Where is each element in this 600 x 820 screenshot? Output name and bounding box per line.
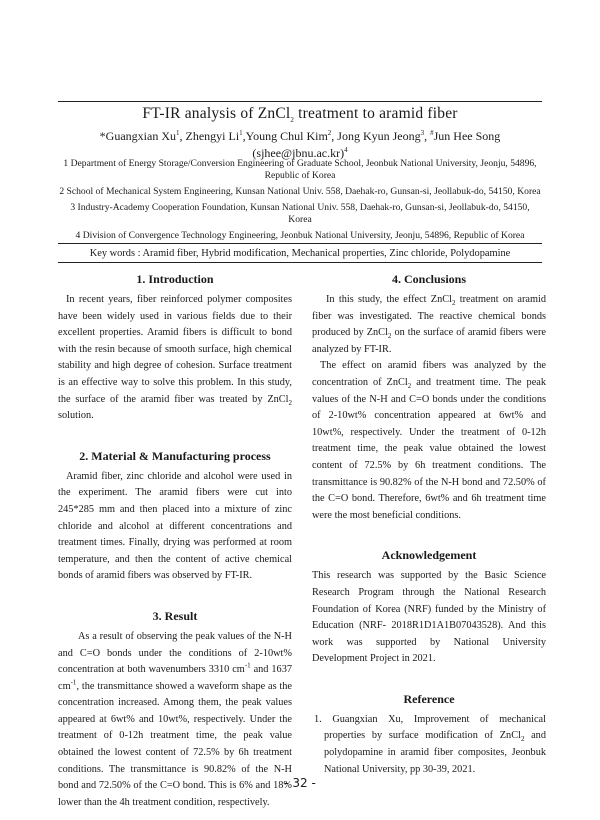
intro-subscript: 2 [288, 398, 292, 407]
acknowledgement-paragraph: This research was supported by the Basic Science Research Program through the National Research Foundation of Korea (NRF) funded by the Ministry of Education (NRF- 2018R1D1A1B07043528). And this work was supported by National University Development Project in 2021. [312, 570, 546, 665]
keywords-rule-top [58, 243, 542, 244]
keywords-rule-bottom [58, 262, 542, 263]
reference-item [312, 712, 546, 778]
right-column [312, 270, 546, 778]
author-5: Jun Hee Song [433, 129, 501, 143]
author-email: (sjhee@jbnu.ac.kr) [252, 146, 345, 160]
paper-title [58, 105, 542, 123]
result-text-b: and 1637 cm [58, 664, 292, 692]
material-paragraph: Aramid fiber, zinc chloride and alcohol were used in the experiment. The aramid fibers were cut into 245*285 mm and then placed into a mixture of zinc chloride and alcohol at different concentrations and treatment times. Finally, drying was performed at room temperature, and then the content of active chemical bonds of aramid fibers was observed by FT-IR. [58, 470, 292, 582]
affiliation-3: 3 Industry-Academy Cooperation Foundation, Kunsan National Univ. 558, Daehak-ro, Gunsan-si, Jeollabuk-do, 54150, Korea [70, 202, 530, 225]
result-sup-2: -1 [70, 678, 77, 687]
result-text-c: , the transmittance showed a waveform shape as the concentration increased. Among them, the peak values appeared at 6wt% and 10wt%, respectively. Under the treatment of 0-12h treatment time, the peak value obtained the lowest content of 72.5% by 6h treatment conditions. The transmittance is 90.82% of the N-H bond and 72.50% of the C=O bond. This is 6% and 18% lower than the 4h treatment condition, respectively. [58, 680, 292, 808]
author-email-sup: 4 [344, 146, 348, 154]
affiliations [58, 158, 542, 246]
conclusions-paragraph-1 [312, 292, 546, 358]
author-4-sup: 3 [420, 129, 425, 137]
affiliation-2: 2 School of Mechanical System Engineering, Kunsan National Univ. 558, Daehak-ro, Gunsan-si, Jeollabuk-do, 54150, Korea [59, 186, 541, 197]
keywords: Key words : Aramid fiber, Hybrid modification, Mechanical properties, Zinc chloride, Polydopamine [89, 248, 511, 259]
result-heading: 3. Result [152, 608, 198, 623]
conclusions-text-2b: and treatment time. The peak values of the N-H and C=O bonds under the conditions of 2-10wt% concentration appeared at 6wt% and 10wt%, respectively. Under the treatment of 0-12h treatment time, the peak value obtained the lowest content of 72.5% by 6h treatment conditions. The transmittance is 90.82% of the N-H bond and 72.50% of the C=O bond. Therefore, 6wt% and 6h treatment time were the most beneficial conditions. [312, 376, 546, 521]
conclusions-paragraph-2 [312, 358, 546, 524]
title-text: FT-IR analysis of ZnCl [142, 105, 291, 122]
intro-text: In recent years, fiber reinforced polymer composites have been widely used in various fields due to their excellent properties. Aramid fibers is difficult to bond with the resin because of smooth surface, high chemical stability and high degree of cohesion. Surface treatment is an effective way to solve this problem. In this study, the surface of the aramid fiber was treated by ZnCl [58, 294, 292, 405]
author-2-sup: 1 [239, 129, 243, 137]
corresponding-mark: # [430, 129, 434, 137]
affiliation-4: 4 Division of Convergence Technology Engineering, Jeonbuk National University, Jeonju, 54896, Republic of Korea [75, 230, 525, 241]
conclusions-text-1a: In this study, the effect ZnCl [326, 294, 452, 305]
title-text-end: treatment to aramid fiber [294, 105, 458, 122]
result-sup-1: -1 [244, 661, 251, 670]
reference-text-b: and polydopamine in aramid fiber composites, Jeonbuk National University, pp 30-39, 2021. [324, 730, 546, 775]
reference-heading: Reference [403, 691, 455, 706]
author-1: *Guangxian Xu [99, 129, 176, 143]
conclusions-text-1c: on the surface of aramid fibers were analyzed by FT-IR. [312, 327, 546, 355]
material-heading: 2. Material & Manufacturing process [79, 448, 271, 463]
reference-text-a: 1. Guangxian Xu, Improvement of mechanical properties by surface modification of ZnCl [314, 713, 546, 742]
author-1-sup: 1 [176, 129, 180, 137]
intro-text-end: solution. [58, 410, 94, 422]
author-4: , Jong Kyun Jeong [331, 129, 421, 143]
acknowledgement-heading: Acknowledgement [381, 548, 477, 563]
intro-paragraph [58, 292, 292, 425]
title-subscript: 2 [290, 116, 295, 125]
reference-subscript: 2 [520, 735, 525, 744]
left-column [58, 270, 292, 811]
intro-heading: 1. Introduction [136, 272, 214, 286]
conclusions-sub-1: 2 [451, 299, 456, 308]
author-list: *Guangxian Xu$^1$, Zhengyi Li$^1$,Young Chul Kim$^2$, Jong Kyun Jeong$^3$, #Jun Hee Song (sjhee@jbnu.ac.kr)$^4$ [99, 129, 501, 160]
result-text-a: As a result of observing the peak values of the N-H and C=O bonds under the conditions of 2-10wt% concentration at both wavenumbers 3310 cm [58, 630, 292, 676]
conclusions-sub-2: 2 [387, 332, 392, 341]
conclusions-sub-3: 2 [407, 382, 412, 391]
author-3: ,Young Chul Kim [242, 129, 328, 143]
conclusions-text-1b: treatment on aramid fiber was investigated. The reactive chemical bonds produced by ZnCl [312, 294, 546, 339]
top-rule [58, 101, 542, 102]
affiliation-1: 1 Department of Energy Storage/Conversion Engineering of Graduate School, Jeonbuk National University, Jeonju, 54896, Republic of Korea [63, 158, 537, 181]
author-2: , Zhengyi Li [179, 129, 240, 143]
author-3-sup: 2 [327, 129, 332, 137]
conclusions-text-2a: The effect on aramid fibers was analyzed by the concentration of ZnCl [312, 360, 546, 388]
conclusions-heading: 4. Conclusions [391, 272, 467, 286]
page-number: - 32 - [284, 776, 316, 790]
